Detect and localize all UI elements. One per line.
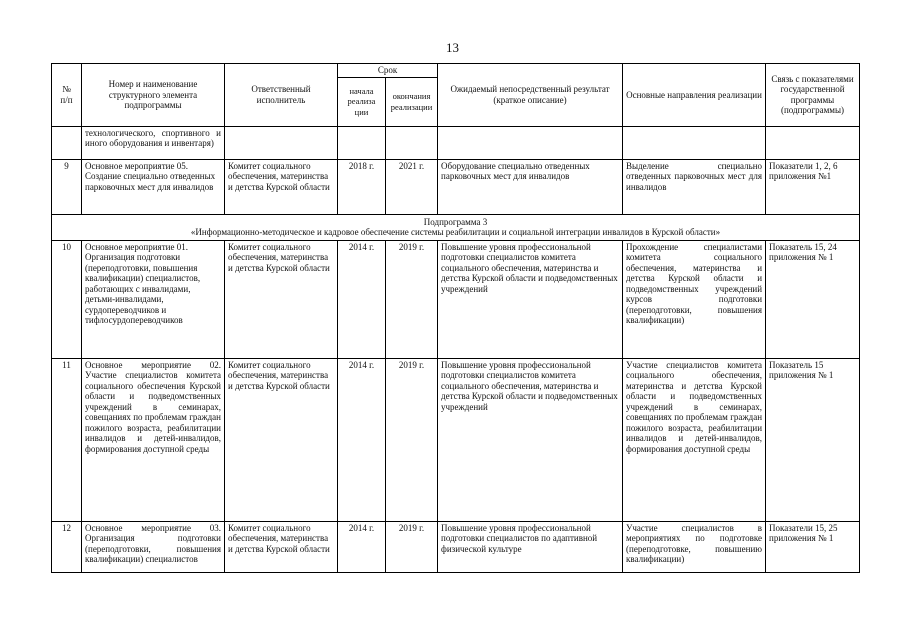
cell-end: 2019 г. [386,521,438,572]
header-num: № п/п [52,64,82,127]
cell-directions: Выделение специально отведенных парковочных мест для инвалидов [623,159,766,214]
cell-start [338,126,386,159]
header-end: окончания реализации [386,77,438,126]
cell-result: Повышение уровня профессиональной подготовки специалистов по адаптивной физической культуре [438,521,623,572]
header-link: Связь с показателями государственной программы (подпрограммы) [766,64,860,127]
header-term: Срок [338,64,438,78]
section-heading [52,214,860,240]
cell-element: Основное мероприятие 02. Участие специалистов комитета социального обеспечения Курской области и подведомственных учреждений в семинарах, совещаниях по проблемам граждан пожилого возраста, реабилитации инвалидов и детей-инвалидов, формирования доступной среды [82,358,225,521]
page-number: 13 [446,40,459,55]
cell-element: Основное мероприятие 05. Создание специально отведенных парковочных мест для инвалидов [82,159,225,214]
cell-responsible: Комитет социального обеспечения, материнства и детства Курской области [225,358,338,521]
cell-directions: Участие специалистов в мероприятиях по подготовке (переподготовке, повышению квалификации) [623,521,766,572]
header-directions: Основные направления реализации [623,64,766,127]
cell-start: 2014 г. [338,358,386,521]
cell-end: 2019 г. [386,358,438,521]
cell-num: 11 [52,358,82,521]
cell-link: Показатель 15 приложения № 1 [766,358,860,521]
cell-element: Основное мероприятие 03. Организация подготовки (переподготовки, повышения квалификации) специалистов [82,521,225,572]
cell-responsible: Комитет социального обеспечения, материнства и детства Курской области [225,240,338,358]
cell-start: 2014 г. [338,240,386,358]
cell-end [386,126,438,159]
section-title: Подпрограмма 3 [423,217,488,227]
table-row [52,240,860,358]
cell-result: Повышение уровня профессиональной подготовки специалистов комитета социального обеспечения, материнства и детства Курской области и подведомственных учреждений [438,240,623,358]
cell-result [438,126,623,159]
cell-element: Основное мероприятие 01. Организация подготовки (переподготовки, повышения квалификации) специалистов, работающих с инвалидами, детьми-инвалидами, сурдопереводчиков и тифлосурдопереводчиков [82,240,225,358]
cell-element: технологического, спортивного и иного оборудования и инвентаря) [82,126,225,159]
program-table [51,63,860,573]
cell-responsible: Комитет социального обеспечения, материнства и детства Курской области [225,159,338,214]
header-start: начала реализа ции [338,77,386,126]
cell-end: 2021 г. [386,159,438,214]
cell-directions: Прохождение специалистами комитета социального обеспечения, материнства и детства Курской области и подведомственных учреждений курсов подготовки (переподготовки, повышения квалификации) [623,240,766,358]
cell-start: 2014 г. [338,521,386,572]
header-result: Ожидаемый непосредственный результат (краткое описание) [438,64,623,127]
cell-responsible: Комитет социального обеспечения, материнства и детства Курской области [225,521,338,572]
cell-start: 2018 г. [338,159,386,214]
table-row-carry [52,126,860,159]
cell-result: Оборудование специально отведенных парковочных мест для инвалидов [438,159,623,214]
cell-link: Показатель 15, 24 приложения № 1 [766,240,860,358]
cell-num: 10 [52,240,82,358]
cell-result: Повышение уровня профессиональной подготовки специалистов комитета социального обеспечения, материнства и детства Курской области и подведомственных учреждений [438,358,623,521]
header-element: Номер и наименование структурного элемента подпрограммы [82,64,225,127]
cell-directions: Участие специалистов комитета социального обеспечения, материнства и детства Курской области и подведомственных учреждений в семинарах, совещаниях по проблемам граждан пожилого возраста, реабилитации инвалидов и детей-инвалидов, формирования доступной среды [623,358,766,521]
section-row [52,214,860,240]
cell-num: 9 [52,159,82,214]
header-responsible: Ответственный исполнитель [225,64,338,127]
cell-num: 12 [52,521,82,572]
cell-link: Показатели 15, 25 приложения № 1 [766,521,860,572]
table-row [52,521,860,572]
section-subtitle: «Информационно-методическое и кадровое обеспечение системы реабилитации и социальной интеграции инвалидов в Курской области» [190,227,721,237]
cell-directions [623,126,766,159]
table-row [52,358,860,521]
cell-link [766,126,860,159]
cell-link: Показатели 1, 2, 6 приложения №1 [766,159,860,214]
cell-num [52,126,82,159]
table-row [52,159,860,214]
cell-responsible [225,126,338,159]
cell-end: 2019 г. [386,240,438,358]
